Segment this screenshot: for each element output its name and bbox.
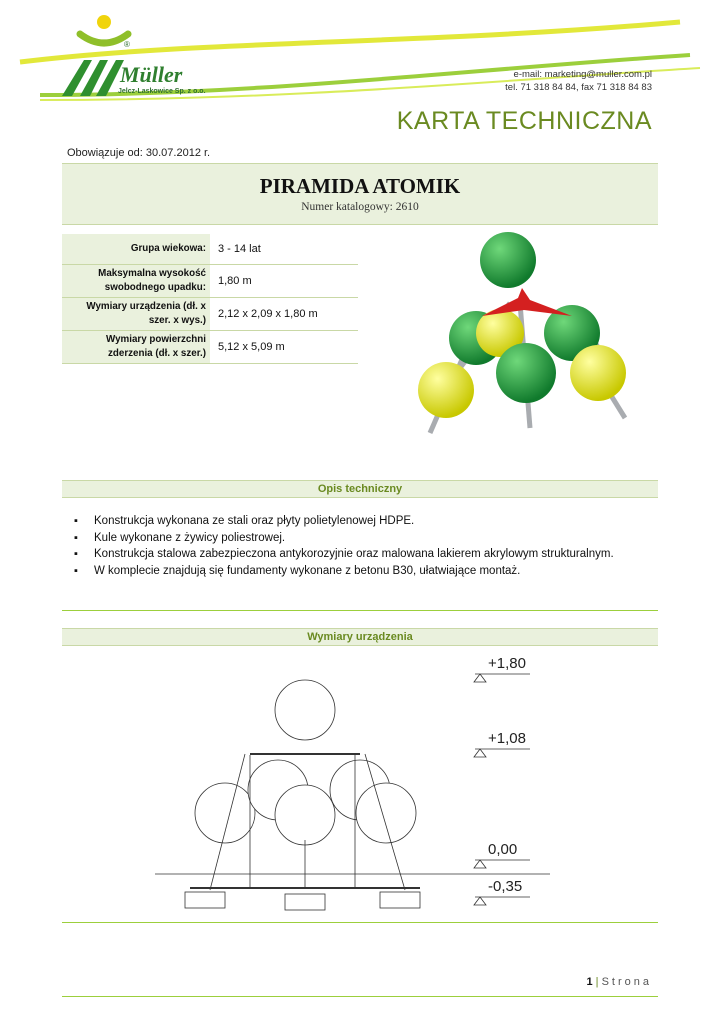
spec-label: Grupa wiekowa: xyxy=(62,234,210,265)
level-label-platform: +1,08 xyxy=(488,730,526,747)
logo-name: Müller xyxy=(120,62,183,87)
logo-registered-mark: ® xyxy=(124,40,130,49)
level-label-top: +1,80 xyxy=(488,655,526,672)
spec-value: 5,12 x 5,09 m xyxy=(210,331,358,364)
specs-table xyxy=(62,234,358,364)
contact-block xyxy=(505,68,652,94)
divider xyxy=(62,922,658,923)
product-name: PIRAMIDA ATOMIK xyxy=(259,174,461,198)
list-item: ▪ W komplecie znajdują się fundamenty wykonane z betonu B30, ułatwiające montaż. xyxy=(70,563,650,580)
contact-phone: tel. 71 318 84 84, fax 71 318 84 83 xyxy=(505,82,652,93)
list-item: ▪ Konstrukcja stalowa zabezpieczona antykorozyjnie oraz malowana lakierem akrylowym strukturalnym. xyxy=(70,546,650,563)
logo-company: Jelcz-Laskowice Sp. z o.o. xyxy=(118,88,206,95)
table-row xyxy=(62,298,358,331)
table-row xyxy=(62,265,358,298)
page-number: 1 xyxy=(586,976,593,988)
table-row xyxy=(62,234,358,265)
table-row xyxy=(62,331,358,364)
section-dimensions: Wymiary urządzenia xyxy=(62,628,658,646)
contact-email: e-mail: marketing@muller.com.pl xyxy=(513,69,652,80)
spec-value: 2,12 x 2,09 x 1,80 m xyxy=(210,298,358,331)
page-separator: | xyxy=(595,976,599,988)
footer-divider xyxy=(62,996,658,997)
spec-label: Wymiary powierzchni zderzenia (dł. x szer.) xyxy=(62,331,210,364)
level-label-ground: 0,00 xyxy=(488,841,518,858)
valid-from: Obowiązuje od: 30.07.2012 r. xyxy=(67,147,211,159)
features-list xyxy=(70,513,650,579)
list-item: ▪ Kule wykonane z żywicy poliestrowej. xyxy=(70,530,650,547)
spec-value: 1,80 m xyxy=(210,265,358,298)
list-item: ▪ Konstrukcja wykonana ze stali oraz płyty polietylenowej HDPE. xyxy=(70,513,650,530)
page-label: Strona xyxy=(601,976,652,988)
product-title-box xyxy=(62,163,658,225)
page-footer xyxy=(586,976,652,988)
section-tech-description: Opis techniczny xyxy=(62,480,658,498)
level-label-foundation: -0,35 xyxy=(488,878,523,895)
product-image xyxy=(400,228,660,448)
spec-label: Maksymalna wysokość swobodnego upadku: xyxy=(62,265,210,298)
divider xyxy=(62,610,658,611)
spec-value: 3 - 14 lat xyxy=(210,234,358,265)
spec-label: Wymiary urządzenia (dł. x szer. x wys.) xyxy=(62,298,210,331)
document-title: KARTA TECHNICZNA xyxy=(396,107,652,135)
catalog-number: Numer katalogowy: 2610 xyxy=(301,201,419,213)
